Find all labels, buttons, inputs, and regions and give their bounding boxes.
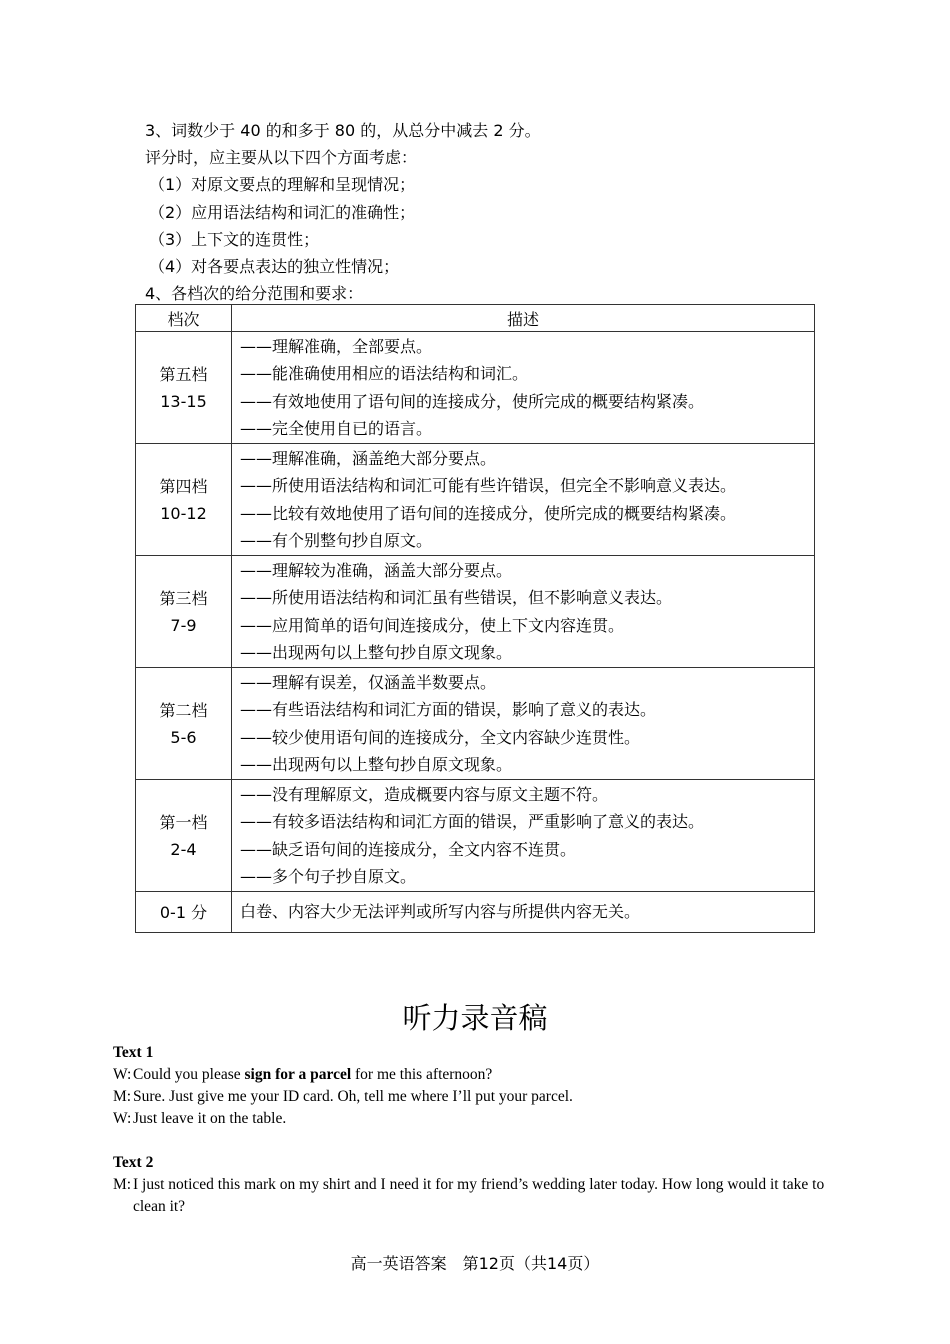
band-criterion: ——出现两句以上整句抄自原文现象。 (240, 754, 513, 774)
rule-grade-bands-intro: 4、各档次的给分范围和要求： (145, 284, 364, 304)
band-criterion: ——有些语法结构和词汇方面的错误，影响了意义的表达。 (240, 700, 657, 720)
utterance-text: for me this afternoon? (351, 1066, 493, 1083)
table-row (136, 780, 815, 892)
dialogue-line (113, 1108, 843, 1130)
dialogue-line (113, 1086, 843, 1108)
utterance: Just leave it on the table. (133, 1110, 287, 1127)
band-criterion: ——没有理解原文，造成概要内容与原文主题不符。 (240, 785, 609, 804)
utterance (133, 1064, 843, 1086)
band-level (136, 668, 232, 780)
rule-criteria-intro: 评分时，应主要从以下四个方面考虑： (145, 148, 418, 168)
rule-criterion-4: （4）对各要点表达的独立性情况； (149, 256, 400, 276)
band-description (232, 668, 815, 780)
band-criterion: ——完全使用自已的语言。 (240, 418, 433, 438)
table-row (136, 892, 815, 933)
band-criterion: ——出现两句以上整句抄自原文现象。 (240, 642, 513, 662)
speaker-label: M: (113, 1176, 132, 1193)
band-level (136, 444, 232, 556)
band-criterion: ——有个别整句抄自原文。 (240, 530, 433, 550)
band-name: 第三档 (159, 588, 208, 608)
table-row (136, 444, 815, 556)
band-criterion: ——有较多语法结构和词汇方面的错误，严重影响了意义的表达。 (240, 812, 705, 832)
rule-criterion-2: （2）应用语法结构和词汇的准确性； (149, 202, 416, 222)
band-criterion: ——理解准确，涵盖绝大部分要点。 (240, 449, 497, 468)
utterance: Sure. Just give me your ID card. Oh, tell me where I’ll put your parcel. (133, 1088, 573, 1105)
band-description (232, 556, 815, 668)
dialogue-line (113, 1064, 843, 1086)
table-row (136, 332, 815, 444)
band-range: 5-6 (170, 727, 197, 747)
table-row (136, 556, 815, 668)
listening-transcript (113, 1042, 843, 1218)
utterance: I just noticed this mark on my shirt and I need it for my friend’s wedding later today. How long would it take to clean it? (133, 1176, 825, 1215)
rule-criterion-1: （1）对原文要点的理解和呈现情况； (149, 175, 416, 195)
section-heading: 听力录音稿 (402, 1001, 548, 1035)
band-criterion: ——理解准确，全部要点。 (240, 337, 433, 356)
band-description (232, 892, 815, 933)
band-level: 0-1 分 (136, 892, 232, 933)
table-header-row (136, 305, 815, 332)
header-description: 描述 (232, 305, 815, 332)
utterance-text: Could you please (133, 1066, 245, 1083)
band-name: 第四档 (159, 476, 208, 496)
band-name: 第一档 (159, 812, 208, 832)
band-criterion: ——所使用语法结构和词汇可能有些许错误，但完全不影响意义表达。 (240, 476, 737, 496)
speaker-label: W: (113, 1110, 132, 1127)
band-criterion: ——较少使用语句间的连接成分，全文内容缺少连贯性。 (240, 727, 641, 747)
rule-criterion-3: （3）上下文的连贯性； (149, 229, 320, 249)
band-description (232, 332, 815, 444)
band-criterion: ——缺乏语句间的连接成分，全文内容不连贯。 (240, 839, 577, 859)
speaker-label: M: (113, 1088, 132, 1105)
page-footer: 高一英语答案 第12页（共14页） (350, 1254, 600, 1273)
band-criterion: ——能准确使用相应的语法结构和词汇。 (240, 364, 529, 384)
band-criterion: ——比较有效地使用了语句间的连接成分，使所完成的概要结构紧凑。 (240, 503, 737, 523)
band-range: 7-9 (170, 615, 197, 635)
band-range: 13-15 (160, 391, 207, 411)
band-level (136, 780, 232, 892)
table-row (136, 668, 815, 780)
text-title: Text 1 (113, 1044, 154, 1061)
text-title: Text 2 (113, 1154, 154, 1171)
band-name: 第五档 (159, 364, 208, 384)
spacer (113, 1130, 843, 1152)
highlighted-phrase: sign for a parcel (244, 1066, 352, 1083)
speaker-label: W: (113, 1066, 132, 1083)
band-level (136, 332, 232, 444)
band-criterion: ——多个句子抄自原文。 (240, 866, 417, 886)
band-range: 10-12 (160, 503, 207, 523)
band-criterion: ——应用简单的语句间连接成分，使上下文内容连贯。 (240, 615, 625, 635)
scoring-rules (145, 117, 541, 307)
band-criterion: ——理解较为准确，涵盖大部分要点。 (240, 561, 513, 580)
band-criterion: ——有效地使用了语句间的连接成分，使所完成的概要结构紧凑。 (240, 391, 705, 411)
band-description (232, 444, 815, 556)
band-criterion: ——理解有误差，仅涵盖半数要点。 (240, 673, 497, 692)
band-criterion: ——所使用语法结构和词汇虽有些错误，但不影响意义表达。 (240, 588, 673, 608)
grading-table (135, 304, 815, 933)
header-level: 档次 (136, 305, 232, 332)
band-name: 第二档 (159, 700, 208, 720)
rule-word-count: 3、词数少于 40 的和多于 80 的，从总分中减去 2 分。 (145, 121, 541, 140)
band-range: 2-4 (170, 839, 197, 859)
band-level (136, 556, 232, 668)
band-description (232, 780, 815, 892)
dialogue-line (113, 1174, 843, 1218)
band-criterion: 白卷、内容大少无法评判或所写内容与所提供内容无关。 (240, 902, 641, 922)
